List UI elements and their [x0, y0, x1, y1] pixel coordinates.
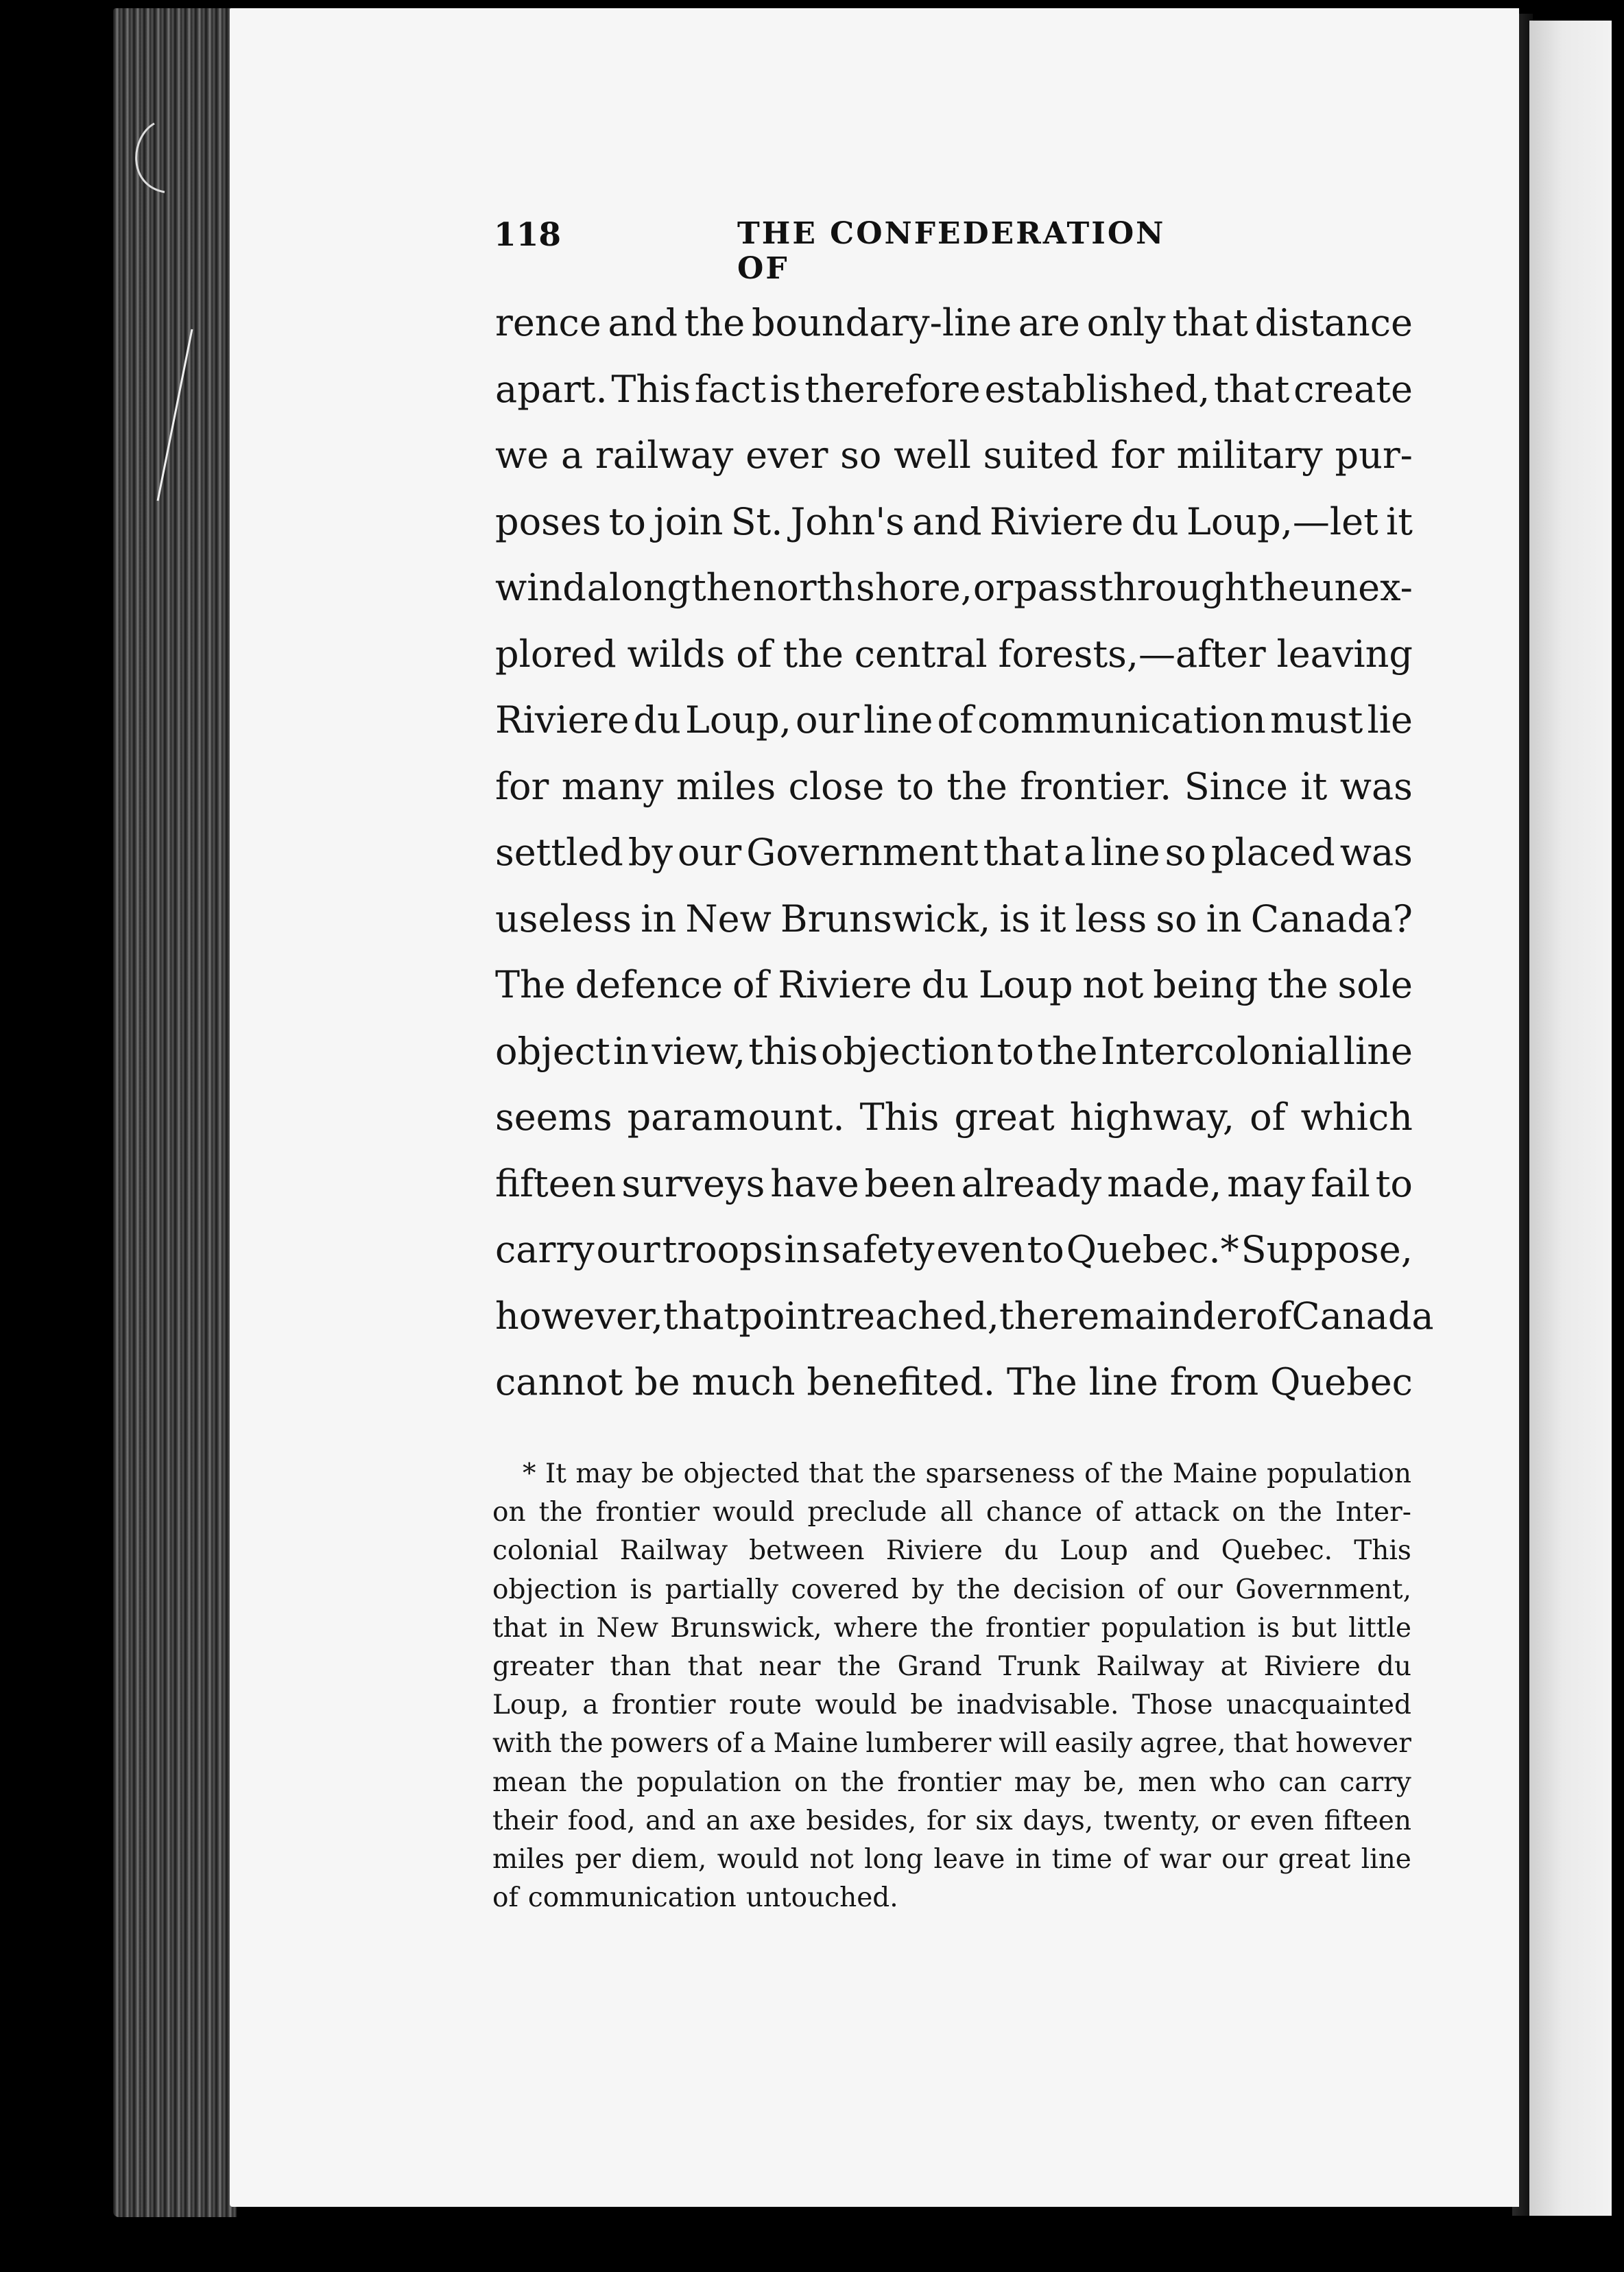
body-line: apart. This fact is therefore established, that create: [495, 367, 1413, 411]
body-line: fifteen surveys have been already made, may fail to: [495, 1161, 1413, 1205]
running-head: [494, 216, 1180, 286]
body-line: rence and the boundary-line are only that distance: [495, 301, 1413, 344]
body-line: carry our troops in safety even to Quebec.* Suppose,: [495, 1228, 1413, 1271]
running-title: THE CONFEDERATION OF: [737, 216, 1166, 286]
body-line: cannot be much benefited. The line from Quebec: [495, 1360, 1413, 1404]
body-line: however, that point reached, the remainder of Canada: [495, 1294, 1434, 1338]
body-text: [495, 295, 1434, 1421]
footnote-line: mean the population on the frontier may be, men who can carry: [492, 1766, 1411, 1798]
facing-page-edge: [1529, 21, 1612, 2216]
page-number: 118: [494, 216, 562, 254]
body-line: The defence of Riviere du Loup not being the sole: [495, 963, 1413, 1006]
footnote-line: of communication untouched.: [492, 1882, 898, 1914]
body-line: poses to join St. John's and Riviere du Loup,—let it: [495, 499, 1413, 543]
body-line: wind along the north shore, or pass through the unex-: [495, 566, 1413, 609]
footnote: [492, 1456, 1411, 1919]
footnote-line: Loup, a frontier route would be inadvisable. Those unacquainted: [492, 1690, 1411, 1721]
body-line: object in view, this objection to the Intercolonial line: [495, 1029, 1413, 1073]
footnote-line: miles per diem, would not long leave in time of war our great line: [492, 1843, 1411, 1875]
footnote-line: greater than that near the Grand Trunk Railway at Riviere du: [492, 1650, 1411, 1682]
footnote-line: that in New Brunswick, where the frontier population is but little: [492, 1612, 1411, 1644]
body-line: useless in New Brunswick, is it less so in Canada?: [495, 897, 1413, 940]
footnote-line: objection is partially covered by the decision of our Government,: [492, 1574, 1411, 1605]
body-line: for many miles close to the frontier. Since it was: [495, 764, 1413, 808]
footnote-line: with the powers of a Maine lumberer will easily agree, that however: [492, 1728, 1411, 1760]
footnote-line: colonial Railway between Riviere du Loup and Quebec. This: [492, 1535, 1411, 1567]
body-line: seems paramount. This great highway, of which: [495, 1096, 1413, 1139]
body-line: Riviere du Loup, our line of communication must lie: [495, 698, 1413, 742]
footnote-line: on the frontier would preclude all chance of attack on the Inter-: [492, 1497, 1411, 1528]
body-line: plored wilds of the central forests,—after leaving: [495, 632, 1413, 676]
footnote-line: their food, and an axe besides, for six days, twenty, or even fifteen: [492, 1805, 1411, 1836]
scan-stray-marks: [117, 117, 240, 528]
footnote-line: * It may be objected that the sparseness of the Maine population: [523, 1458, 1411, 1489]
body-line: we a railway ever so well suited for military pur-: [495, 434, 1413, 477]
body-line: settled by our Government that a line so placed was: [495, 831, 1413, 874]
